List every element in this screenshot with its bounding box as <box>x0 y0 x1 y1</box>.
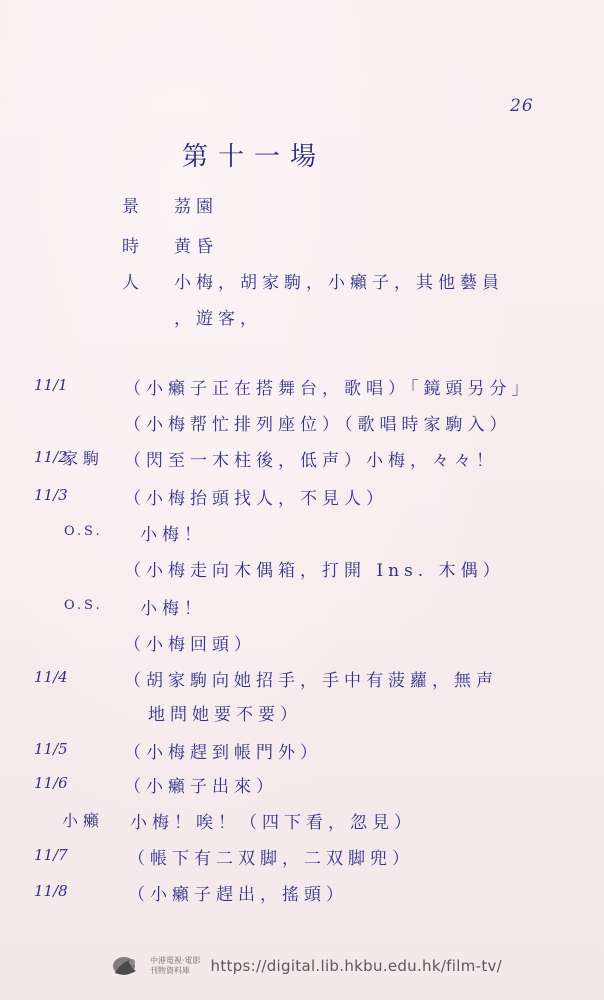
scene-title: 第十一場 <box>182 142 327 172</box>
script-line: 小梅！ <box>140 599 206 619</box>
footer-watermark <box>110 946 502 986</box>
shot-marker: 11/2 <box>34 448 68 466</box>
library-logo-icon <box>110 951 144 981</box>
speaker-name: O.S. <box>64 598 103 613</box>
people-value-continued: ，遊客， <box>174 309 262 329</box>
people-value: 小梅，胡家駒，小癩子，其他藝員 <box>174 273 504 293</box>
script-line: （小癩子出來） <box>124 777 278 797</box>
script-line: 小梅！ <box>140 525 206 545</box>
shot-marker: 11/7 <box>34 846 68 864</box>
shot-marker: 11/8 <box>34 882 68 900</box>
script-line: （小梅趕到帳門外） <box>124 743 322 763</box>
logo-text <box>150 956 201 976</box>
shot-marker: 11/4 <box>34 668 68 686</box>
script-line: （小梅帮忙排列座位）（歌唱時家駒入） <box>124 415 512 435</box>
shot-marker: 11/1 <box>34 376 68 394</box>
script-line: （小梅抬頭找人，不見人） <box>124 489 388 509</box>
script-line: 地問她要不要） <box>148 705 302 725</box>
shot-marker: 11/3 <box>34 486 68 504</box>
shot-marker: 11/5 <box>34 740 68 758</box>
speaker-name: 家駒 <box>62 449 105 468</box>
people-label: 人 <box>122 273 144 293</box>
script-line: （小癩子正在搭舞台，歌唱）「鏡頭另分」 <box>124 379 534 399</box>
script-line: （閃至一木柱後，低声）小梅，々々！ <box>124 451 498 471</box>
page-number: 26 <box>510 96 534 116</box>
logo-text-line2: 刊物資料庫 <box>150 966 190 975</box>
scene-label: 景 <box>122 197 144 217</box>
speaker-name: O.S. <box>64 524 103 539</box>
script-line: （小癩子趕出，搖頭） <box>128 885 348 905</box>
script-line: （帳下有二双脚，二双脚兜） <box>128 849 414 869</box>
script-line: （小梅走向木偶箱，打開 Ins. 木偶） <box>124 561 505 581</box>
scene-value: 茘園 <box>174 197 218 217</box>
time-value: 黄昏 <box>174 237 218 257</box>
script-line: （小梅回頭） <box>124 635 256 655</box>
library-url-link[interactable]: https://digital.lib.hkbu.edu.hk/film-tv/ <box>210 957 503 975</box>
logo-text-line1: 中港電視‧電影 <box>150 956 201 965</box>
shot-marker: 11/6 <box>34 774 68 792</box>
time-label: 時 <box>122 237 144 257</box>
speaker-name: 小癩 <box>62 811 105 830</box>
script-line: （胡家駒向她招手，手中有菠蘿，無声 <box>124 671 498 691</box>
script-line: 小梅！唉！（四下看，忽見） <box>130 813 416 833</box>
